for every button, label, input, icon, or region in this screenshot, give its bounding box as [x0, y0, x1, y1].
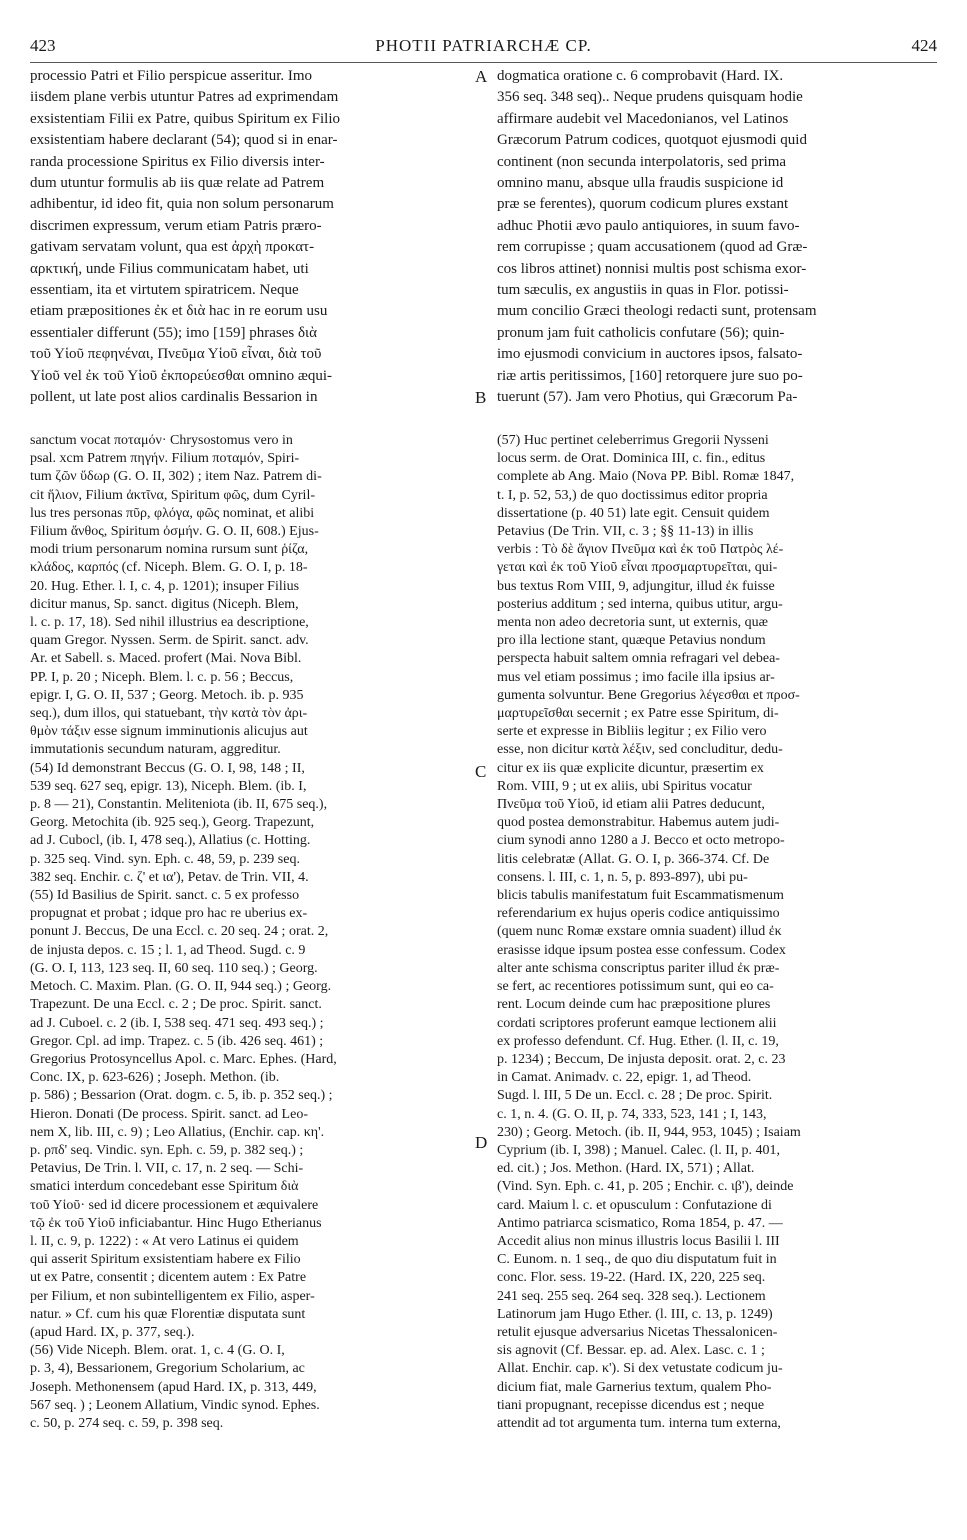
page-number-left: 423 [30, 36, 56, 55]
page-header [30, 36, 937, 62]
footnotes-left-column: sanctum vocat ποταμόν· Chrysostomus vero in psal. xcm Patrem πηγήν. Filium ποταμόν, Spiri- tum ζῶν ὕδωρ (G. O. II, 302) ; item Naz. Patrem di- cit ἥλιον, Filium ἀκτῖνα, Spiritum φῶς, dum Cyril- lus tres personas πῦρ, φλόγα, φῶς nominat, et alibi Filium ἄνθος, Spiritum ὀσμήν. G. O. II, 608.) Ejus- modi trium personarum nomina rursum sunt ῥίζα, κλάδος, καρπός (cf. Niceph. Blem. G. O. I, p. 18- 20. Hug. Ether. l. I, c. 4, p. 1201); insuper Filius dicitur manus, Sp. sanct. digitus (Niceph. Blem, l. c. p. 17, 18). Sed nihil illustrius ea descriptione, quam Gregor. Nyssen. Serm. de Spirit. sanct. adv. Ar. et Sabell. s. Maced. profert (Mai. Nova Bibl. PP. I, p. 20 ; Niceph. Blem. l. c. p. 56 ; Beccus, epigr. I, G. O. II, 537 ; Georg. Metoch. ib. p. 935 seq.), dum illos, qui statuebant, τὴν κατὰ τὸν ἀρι- θμὸν τάξιν esse signum imminutionis alicujus aut immutationis secundum naturam, aggreditur. (54) Id demonstrant Beccus (G. O. I, 98, 148 ; II, 539 seq. 627 seq, epigr. 13), Niceph. Blem. (ib. I, p. 8 — 21), Constantin. Meliteniota (ib. II, 675 seq.), Georg. Metochita (ib. 925 seq.), Georg. Trapezunt, ad J. Cubocl, (ib. I, 478 seq.), Allatius (c. Hotting. p. 325 seq. Vind. syn. Eph. c. 48, 59, p. 239 seq. 382 seq. Enchir. c. ζ' et ια'), Petav. de Trin. VII, 4. (55) Id Basilius de Spirit. sanct. c. 5 ex professo propugnat et probat ; idque pro hac re uberius ex- ponunt J. Beccus, De una Eccl. c. 20 seq. 24 ; orat. 2, de injusta depos. c. 15 ; l. 1, ad Theod. Sugd. c. 9 (G. O. I, 113, 123 seq. II, 60 seq. 110 seq.) ; Georg. Metoch. C. Maxim. Plan. (G. O. II, 944 seq.) ; Georg. Trapezunt. De una Eccl. c. 2 ; De proc. Spirit. sanct. ad J. Cuboel. c. 2 (ib. I, 538 seq. 471 seq. 493 seq.) ; Gregor. Cpl. ad imp. Trapez. c. 5 (ib. 426 seq. 461) ; Gregorius Protosyncellus Apol. c. Marc. Ephes. (Hard, Conc. IX, p. 623-626) ; Joseph. Methon. (ib. p. 586) ; Bessarion (Orat. dogm. c. 5, ib. p. 352 seq.) ; Hieron. Donati (De process. Spirit. sanct. ad Leo- nem X, lib. III, c. 9) ; Leo Allatius, (Enchir. cap. κη'. p. ρπδ' seq. Vindic. syn. Eph. c. 59, p. 382 seq.) ; Petavius, De Trin. l. VII, c. 17, n. 2 seq. — Schi- smatici interdum concedebant esse Spiritum διὰ τοῦ Υἱοῦ· sed id dicere processionem et æquivalere τῷ ἐκ τοῦ Υἱοῦ inficiabantur. Hinc Hugo Etherianus l. II, c. 9, p. 1222) : « At vero Latinus ei quidem qui asserit Spiritum exsistentiam habere ex Filio ut ex Patre, consentit ; dicentem autem : Ex Patre per Filium, et non subintelligentem ex Filio, asper- natur. » Cf. cum his quæ Florentiæ disputata sunt (apud Hard. IX, p. 377, seq.). (56) Vide Niceph. Blem. orat. 1, c. 4 (G. O. I, p. 3, 4), Bessarionem, Gregorium Scholarium, ac Joseph. Methonensem (apud Hard. IX, p. 313, 449, 567 seq. ) ; Leonem Allatium, Vindic synod. Ephes. c. 50, p. 274 seq. c. 59, p. 398 seq. [30, 433, 337, 1431]
footnotes-right-column: (57) Huc pertinet celeberrimus Gregorii Nysseni locus serm. de Orat. Dominica III, c. fin., editus complete ab Ang. Maio (Nova PP. Bibl. Romæ 1847, t. I, p. 52, 53,) de quo doctissimus editor propria dissertatione (p. 40 51) late egit. Censuit quidem Petavius (De Trin. VII, c. 3 ; §§ 11-13) in illis verbis : Τὸ δὲ ἅγιον Πνεῦμα καὶ ἐκ τοῦ Πατρὸς λέ- γεται καὶ ἐκ τοῦ Υἱοῦ εἶναι προσμαρτυρεῖται, qui- bus textus Rom VIII, 9, adjungitur, illud ἐκ fuisse posterius additum ; sed interna, quibus utitur, argu- menta non adeo decretoria sunt, ut externis, quæ pro illa lectione stant, quæque Petavius nondum perspecta habuit saltem omnia refragari vel debea- mus vel etiam possimus ; imo facile illa ipsius ar- gumenta solvuntur. Bene Gregorius λέγεσθαι et προσ- μαρτυρεῖσθαι secernit ; ex Patre esse Spiritum, di- serte et expresse in Bibliis legitur ; ex Filio vero esse, non dicitur κατὰ λέξιν, sed concluditur, dedu- citur ex iis quæ explicite dicuntur, præsertim ex Rom. VIII, 9 ; ut ex aliis, ubi Spiritus vocatur Πνεῦμα τοῦ Υἱοῦ, id etiam alii Patres deducunt, quod postea demonstrabitur. Habemus autem judi- cium synodi anno 1280 a J. Becco et octo metropo- litis celebratæ (Allat. G. O. I, p. 366-374. Cf. De consens. l. III, c. 1, n. 5, p. 893-897), ubi pu- blicis tabulis manifestatum fuit Escammatismenum referendarium ex hujus operis codice antiquissimo (quem nunc Romæ exstare omnia suadent) illud ἐκ erasisse idque ipsum postea esse confessum. Codex alter ante schisma conscriptus pariter illud ἐκ præ- se fert, ac recentiores potissimum sunt, qui eo ca- rent. Locum deinde cum hac præpositione plures cordati scriptores proferunt eamque lectionem alii ex professo defendunt. Cf. Hug. Ether. (l. II, c. 19, p. 1234) ; Beccum, De injusta deposit. orat. 2, c. 23 in Camat. Animadv. c. 22, epigr. 1, ad Theod. Sugd. l. III, 5 De un. Eccl. c. 28 ; De proc. Spirit. c. 1, n. 4. (G. O. II, p. 74, 333, 523, 141 ; I, 143, 230) ; Georg. Metoch. (ib. II, 944, 953, 1045) ; Isaiam Cyprium (ib. I, 398) ; Manuel. Calec. (l. II, p. 401, ed. cit.) ; Jos. Methon. (Hard. IX, 571) ; Allat. (Vind. Syn. Eph. c. 41, p. 205 ; Enchir. c. ιβ'), deinde card. Maium l. c. et opusculum : Confutazione di Antimo patriarca scismatico, Roma 1854, p. 47. — Accedit alius non minus illustris locus Basilii l. III C. Eunom. n. 1 seq., de quo diu disputatum fuit in conc. Flor. sess. 19-22. (Hard. IX, 220, 225 seq. 241 seq. 255 seq. 264 seq. 328 seq.). Lectionem Latinorum jam Hugo Ether. (l. III, c. 13, p. 1249) retulit ejusque adversarius Nicetas Thessalonicen- sis agnovit (Cf. Bessar. ep. ad. Alex. Lasc. c. 1 ; Allat. Enchir. cap. κ'). Si dex vetustate codicum ju- dicium fiat, male Garnerius textum, qualem Pho- tiani propugnant, recepisse dicendus est ; neque attendit ad tot argumenta tum. interna tum externa, [497, 433, 801, 1431]
running-title: PHOTII PATRIARCHÆ CP. [375, 36, 592, 55]
margin-letter-a: A [475, 67, 488, 86]
main-text-left-column: processio Patri et Filio perspicue asseritur. Imo iisdem plane verbis utuntur Patres ad exprimendam exsistentiam Filii ex Patre, quibus Spiritum ex Filio exsistentiam habere declarant (54); quod si in enar- randa processione Spiritus ex Filio diversis inter- dum utuntur formulis ab iis quæ relate ad Patrem adhibentur, id ideo fit, quia non solum personarum discrimen expressum, verum etiam Patris præro- gativam servatam volunt, qua est ἀρχὴ προκατ- αρκτική, unde Filius communicatam habet, uti essentiam, ita et virtutem spiratricem. Neque etiam præpositiones ἐκ et διὰ hac in re eorum usu essentialer differunt (55); imo [159] phrases διὰ τοῦ Υἱοῦ πεφηνέναι, Πνεῦμα Υἱοῦ εἶναι, διὰ τοῦ Υἱοῦ vel ἐκ τοῦ Υἱοῦ ἐκπορεύεσθαι omnino æqui- pollent, ut late post alios cardinalis Bessarion in [30, 68, 340, 406]
margin-letter-d: D [475, 1133, 488, 1152]
page-number-right: 424 [911, 36, 937, 55]
header-rule [30, 62, 937, 63]
margin-letter-c: C [475, 762, 487, 781]
main-text-right-column: dogmatica oratione c. 6 comprobavit (Hard. IX. 356 seq. 348 seq).. Neque prudens quisquam hodie affirmare audebit vel Macedonianos, vel Latinos Græcorum Patrum codices, quotquot ejusmodi quid continent (non secunda interpolatoris, sed prima omnino manu, absque ulla fraudis suspicione id præ se ferentes), quorum codicum plures exstant adhuc Photii ævo paulo antiquiores, in suum favo- rem corrupisse ; quam accusationem (quod ad Græ- cos libros attinet) nonnisi multis post schisma exor- tum sæculis, ex angustiis in quas in Flor. potissi- mum concilio Græci theologi redacti sunt, protensam pronum jam fuit catholicis confutare (56); quin- imo ejusmodi convicium in auctores ipsos, falsato- riæ artis peritissimos, [160] retorquere jure suo po- tuerunt (57). Jam vero Photius, qui Græcorum Pa- [497, 68, 817, 406]
margin-letter-b: B [475, 388, 487, 407]
